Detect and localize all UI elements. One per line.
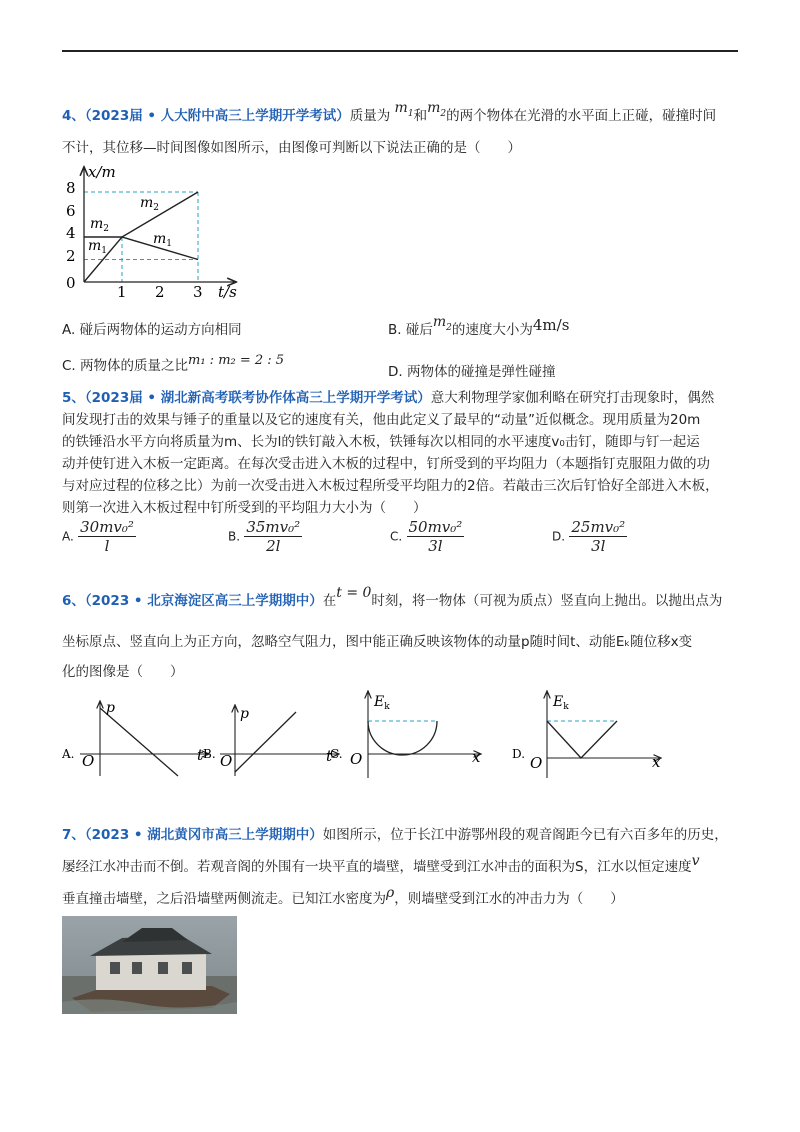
svg-text:p: p: [240, 706, 249, 722]
guanyin-pavilion-photo: [62, 916, 237, 1014]
q6-graph-b[interactable]: [203, 706, 338, 776]
q4-ytick-0: 0: [66, 274, 76, 292]
svg-text:D.: D.: [512, 747, 526, 761]
q6-line3: 化的图像是（ ）: [62, 664, 184, 680]
q4-m2: $m_2$: [427, 100, 447, 119]
svg-text:O: O: [220, 752, 233, 770]
q6-graph-c[interactable]: [330, 692, 481, 778]
q4-line1: 4、（2023届 • 人大附中高三上学期开学考试）质量为 $m_1$和$m_2$的两个物体在光滑的水平面上正碰，碰撞时间: [62, 100, 717, 124]
q6-line1: 6、（2023 • 北京海淀区高三上学期期中）在t = 0时刻，将一物体（可视为质点）竖直向上抛出。以抛出点为: [62, 585, 723, 609]
svg-text:A.: A.: [62, 747, 75, 761]
q4-option-c[interactable]: C. 两物体的质量之比m₁ : m₂ = 2 : 5: [62, 353, 285, 374]
svg-text:O: O: [350, 750, 363, 768]
q5-line1: 5、（2023届 • 湖北新高考联考协作体高三上学期开学考试）意大利物理学家伽利略在研究打击现象时，偶然: [62, 390, 715, 406]
q6-graphs: [60, 688, 740, 778]
svg-text:p: p: [106, 700, 115, 716]
svg-text:O: O: [530, 754, 543, 772]
q4-m1: $m_1$: [394, 100, 414, 119]
svg-text:t: t: [326, 747, 333, 765]
q5-option-d[interactable]: D. $\frac{\text{25mv₀²}}{3l}$: [552, 518, 626, 555]
q4-label-m2-upper: $m_2$: [140, 195, 160, 213]
q5-option-a[interactable]: A. $\frac{\text{30mv₀²}}{l}$: [62, 518, 134, 555]
svg-text:Ek: $E_k$: [553, 694, 569, 712]
q4-label-m1-right: $m_1$: [153, 231, 173, 249]
q6-line2: 坐标原点、竖直向上为正方向，忽略空气阻力，图中能正确反映该物体的动量p随时间t、动能Eₖ随位移x变: [62, 634, 693, 650]
svg-text:O: O: [82, 752, 95, 770]
q4-tag: 4、（2023届 • 人大附中高三上学期开学考试）: [62, 108, 350, 124]
q4-option-b[interactable]: B. 碰后$m_2$的速度大小为4m/s: [388, 314, 570, 338]
q4-ytick-6: 6: [66, 202, 76, 220]
q4-label-m2-left: $m_2$: [90, 216, 110, 234]
q4-xt-graph: [60, 160, 260, 300]
q4-ytick-4: 4: [66, 224, 76, 242]
q6-tag: 6、（2023 • 北京海淀区高三上学期期中）: [62, 593, 323, 609]
q5-option-b[interactable]: B. $\frac{\text{35mv₀²}}{2l}$: [228, 518, 301, 555]
q4-xlabel: t/s: [218, 283, 237, 300]
q4-ytick-8: 8: [66, 179, 76, 197]
svg-text:t: t: [197, 746, 204, 764]
q4-xtick-2: 2: [155, 283, 165, 300]
q7-line3: 垂直撞击墙壁，之后沿墙壁两侧流走。已知江水密度为ρ，则墙壁受到江水的冲击力为（ ）: [62, 885, 624, 907]
header-rule: [62, 50, 738, 52]
q5-option-c[interactable]: C. $\frac{\text{50mv₀²}}{3l}$: [390, 518, 463, 555]
q5-line5: 与对应过程的位移之比）为前一次受击进入木板过程所受平均阻力的2倍。若敲击三次后钉恰好全部进入木板，: [62, 478, 719, 494]
svg-text:x: x: [472, 748, 481, 766]
q4-option-d[interactable]: D. 两物体的碰撞是弹性碰撞: [388, 364, 556, 380]
q5-line2: 间发现打击的效果与锤子的重量以及它的速度有关，他由此定义了最早的“动量”近似概念。现用质量为20m: [62, 412, 701, 428]
q4-ytick-2: 2: [66, 247, 76, 265]
q4-xtick-3: 3: [193, 283, 203, 300]
q6-graph-d[interactable]: [512, 692, 661, 778]
q4-label-m1-left: $m_1$: [88, 238, 108, 256]
q5-line4: 动并使钉进入木板一定距离。在每次受击进入木板的过程中，钉所受到的平均阻力（本题指钉克服阻力做的功: [62, 456, 710, 472]
q4-ylabel: x/m: [88, 163, 116, 181]
q6-graph-a[interactable]: [61, 700, 208, 776]
q5-tag: 5、（2023届 • 湖北新高考联考协作体高三上学期开学考试）: [62, 390, 431, 406]
q7-line2: 屡经江水冲击而不倒。若观音阁的外围有一块平直的墙壁，墙壁受到江水冲击的面积为S，江水以恒定速度v: [62, 853, 700, 875]
svg-text:x: x: [652, 753, 661, 771]
svg-text:Ek: $E_k$: [374, 694, 390, 712]
q4-line2: 不计，其位移—时间图像如图所示，由图像可判断以下说法正确的是（ ）: [62, 140, 521, 156]
q5-line6: 则第一次进入木板过程中钉所受到的平均阻力大小为（ ）: [62, 500, 427, 516]
q4-option-a[interactable]: A. 碰后两物体的运动方向相同: [62, 322, 242, 338]
q5-line3: 的铁锤沿水平方向将质量为m、长为l的铁钉敲入木板，铁锤每次以相同的水平速度v₀击钉，随即与钉一起运: [62, 434, 700, 450]
q7-line1: 7、（2023 • 湖北黄冈市高三上学期期中）如图所示，位于长江中游鄂州段的观音阁距今已有六百多年的历史，: [62, 827, 728, 843]
svg-text:B.: B.: [203, 747, 216, 761]
svg-text:C.: C.: [330, 747, 343, 761]
q4-xtick-1: 1: [117, 283, 127, 300]
q7-tag: 7、（2023 • 湖北黄冈市高三上学期期中）: [62, 827, 323, 843]
